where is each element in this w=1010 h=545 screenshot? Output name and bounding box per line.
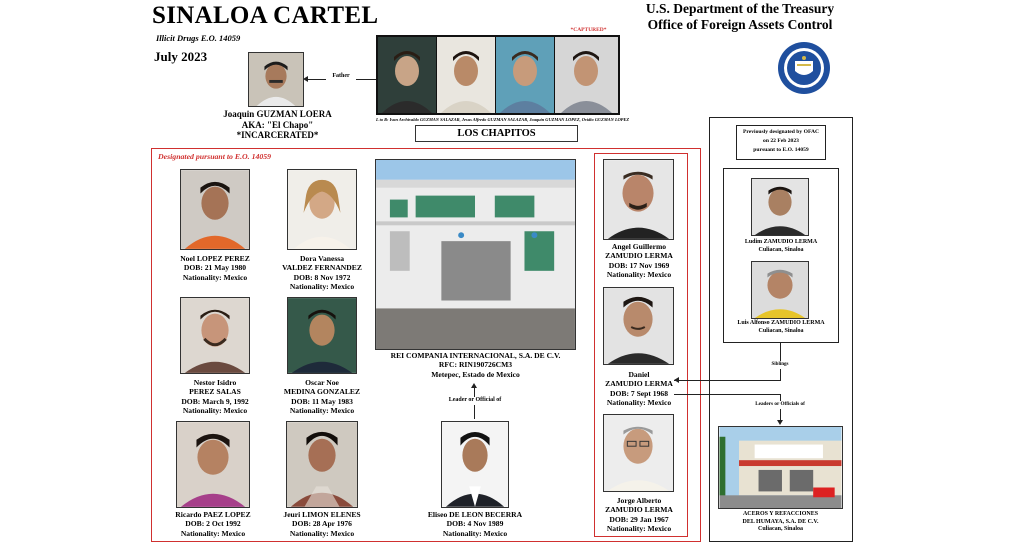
person-nationality: Nationality: Mexico: [442, 528, 508, 538]
person-caption: [723, 320, 839, 335]
store-caption: [714, 511, 847, 534]
person-name: Eliseo DE LEON BECERRA: [427, 510, 523, 519]
person-name: MEDINA GONZALEZ: [283, 387, 361, 397]
person-dob: DOB: 28 Apr 1976: [292, 519, 352, 529]
father-status: *INCARCERATED*: [236, 130, 319, 140]
person-photo: [603, 287, 674, 365]
father-caption: [205, 109, 350, 141]
daniel-leader-line: [674, 394, 780, 395]
person-nationality: Nationality: Mexico: [606, 270, 672, 280]
leader-label: Leader or Official of: [435, 397, 515, 405]
chapitos-photo-2: [437, 37, 495, 113]
person-photo: [287, 169, 357, 250]
chapitos-photo-3: [496, 37, 554, 113]
person-name: Jorge Alberto: [616, 496, 662, 505]
person-caption: [585, 370, 693, 408]
person-location: Culiacan, Sinaloa: [758, 327, 804, 334]
arrow-left-icon: [674, 377, 679, 383]
person-dob: DOB: 21 May 1980: [183, 263, 247, 273]
leaders-label: Leaders or Officials of: [740, 401, 820, 409]
agency-name: [620, 1, 860, 33]
chapitos-caption: L to R: Ivan Archivaldo GUZMAN SALAZAR, Jesus Alfredo GUZMAN SALAZAR, Joaquin GUZMAN LOPEZ, Ovidio GUZMAN LOPEZ: [376, 117, 630, 122]
person-nationality: Nationality: Mexico: [289, 528, 355, 538]
person-location: Culiacan, Sinaloa: [758, 246, 804, 253]
previous-label: [736, 128, 826, 155]
person-photo: [603, 414, 674, 492]
person-nationality: Nationality: Mexico: [606, 524, 672, 534]
person-name: VALDEZ FERNANDEZ: [282, 263, 362, 273]
person-name: Oscar Noe: [305, 378, 339, 387]
person-caption: [267, 510, 377, 538]
person-dob: DOB: 8 Nov 1972: [293, 272, 351, 282]
person-photo: [441, 421, 509, 508]
treasury-seal-icon: [777, 41, 831, 95]
person-dob: DOB: 2 Oct 1992: [185, 519, 241, 529]
company-building-photo: [375, 159, 576, 350]
siblings-connector: [780, 369, 781, 381]
person-caption: [262, 378, 382, 416]
person-nationality: Nationality: Mexico: [606, 398, 672, 408]
person-photo: [180, 297, 250, 374]
father-aka: AKA: "El Chapo": [241, 119, 314, 130]
person-photo: [751, 261, 809, 319]
designated-label: Designated pursuant to E.O. 14059: [158, 152, 272, 161]
person-caption: [160, 378, 270, 416]
agency-line-2: Office of Foreign Assets Control: [647, 17, 833, 32]
person-dob: DOB: March 9, 1992: [181, 396, 249, 406]
person-caption: [723, 239, 839, 254]
father-name: Joaquin GUZMAN LOERA: [223, 109, 332, 119]
company-name: REI COMPANIA INTERNACIONAL, S.A. DE C.V.: [390, 351, 561, 360]
captured-label: *CAPTURED*: [570, 27, 607, 33]
chart-date: July 2023: [154, 49, 208, 64]
person-photo: [287, 297, 357, 374]
company-location: Metepec, Estado de Mexico: [431, 369, 520, 379]
person-photo: [286, 421, 358, 508]
person-name: Noel LOPEZ PEREZ: [180, 254, 250, 263]
company-rfc: RFC: RIN190726CM3: [438, 360, 513, 370]
store-name: DEL HUMAYA, S.A. DE C.V.: [742, 518, 819, 525]
person-name: Luis Alfonso ZAMUDIO LERMA: [737, 320, 825, 326]
person-nationality: Nationality: Mexico: [180, 528, 246, 538]
store-photo: [718, 426, 843, 509]
person-name: Dora Vanessa: [299, 254, 345, 263]
person-name: Ricardo PAEZ LOPEZ: [175, 510, 251, 519]
siblings-connector: [780, 343, 781, 361]
person-nationality: Nationality: Mexico: [289, 406, 355, 416]
chapitos-photo-4: [555, 37, 618, 113]
person-caption: [585, 496, 693, 534]
arrow-left-icon: [303, 76, 308, 82]
store-location: Culiacan, Sinaloa: [757, 526, 803, 532]
person-name: ZAMUDIO LERMA: [605, 251, 673, 261]
person-caption: [158, 510, 268, 538]
chart-subtitle: Illicit Drugs E.O. 14059: [156, 33, 241, 43]
person-nationality: Nationality: Mexico: [182, 406, 248, 416]
daniel-sibling-line: [674, 380, 780, 381]
agency-line-1: U.S. Department of the Treasury: [645, 1, 835, 16]
person-name: Ludim ZAMUDIO LERMA: [744, 239, 818, 245]
person-nationality: Nationality: Mexico: [182, 272, 248, 282]
store-name: ACEROS Y REFACCIONES: [742, 511, 819, 517]
person-nationality: Nationality: Mexico: [289, 282, 355, 292]
chapitos-photo-1: [378, 37, 436, 113]
previous-label-line: Previously designated by OFAC: [742, 129, 820, 135]
person-name: Daniel: [628, 370, 650, 379]
person-dob: DOB: 11 May 1983: [291, 396, 353, 406]
person-name: Jeuri LIMON ELENES: [283, 510, 361, 519]
person-photo: [751, 178, 809, 236]
person-name: Angel Guillermo: [611, 242, 667, 251]
person-dob: DOB: 4 Nov 1989: [446, 519, 504, 529]
previous-label-line: on 22 Feb 2023: [763, 138, 799, 144]
person-name: ZAMUDIO LERMA: [605, 505, 673, 515]
previous-label-line: pursuant to E.O. 14059: [753, 147, 809, 153]
person-name: Nestor Isidro: [193, 378, 237, 387]
person-caption: [420, 510, 530, 538]
father-relation-label: Father: [326, 73, 356, 81]
chart-title: SINALOA CARTEL: [152, 2, 379, 29]
father-photo: [248, 52, 304, 107]
los-chapitos-label: LOS CHAPITOS: [415, 125, 578, 142]
person-caption: [585, 242, 693, 280]
person-caption: [262, 254, 382, 292]
person-dob: DOB: 17 Nov 1969: [608, 260, 670, 270]
person-photo: [603, 159, 674, 240]
siblings-label: Siblings: [771, 362, 789, 367]
person-photo: [180, 169, 250, 250]
person-photo: [176, 421, 250, 508]
arrow-down-icon: [777, 420, 783, 425]
company-caption: [370, 351, 581, 379]
person-caption: [160, 254, 270, 282]
person-dob: DOB: 29 Jan 1967: [609, 514, 669, 524]
person-name: PEREZ SALAS: [189, 387, 241, 397]
person-name: ZAMUDIO LERMA: [605, 379, 673, 389]
person-dob: DOB: 7 Sept 1968: [609, 388, 668, 398]
